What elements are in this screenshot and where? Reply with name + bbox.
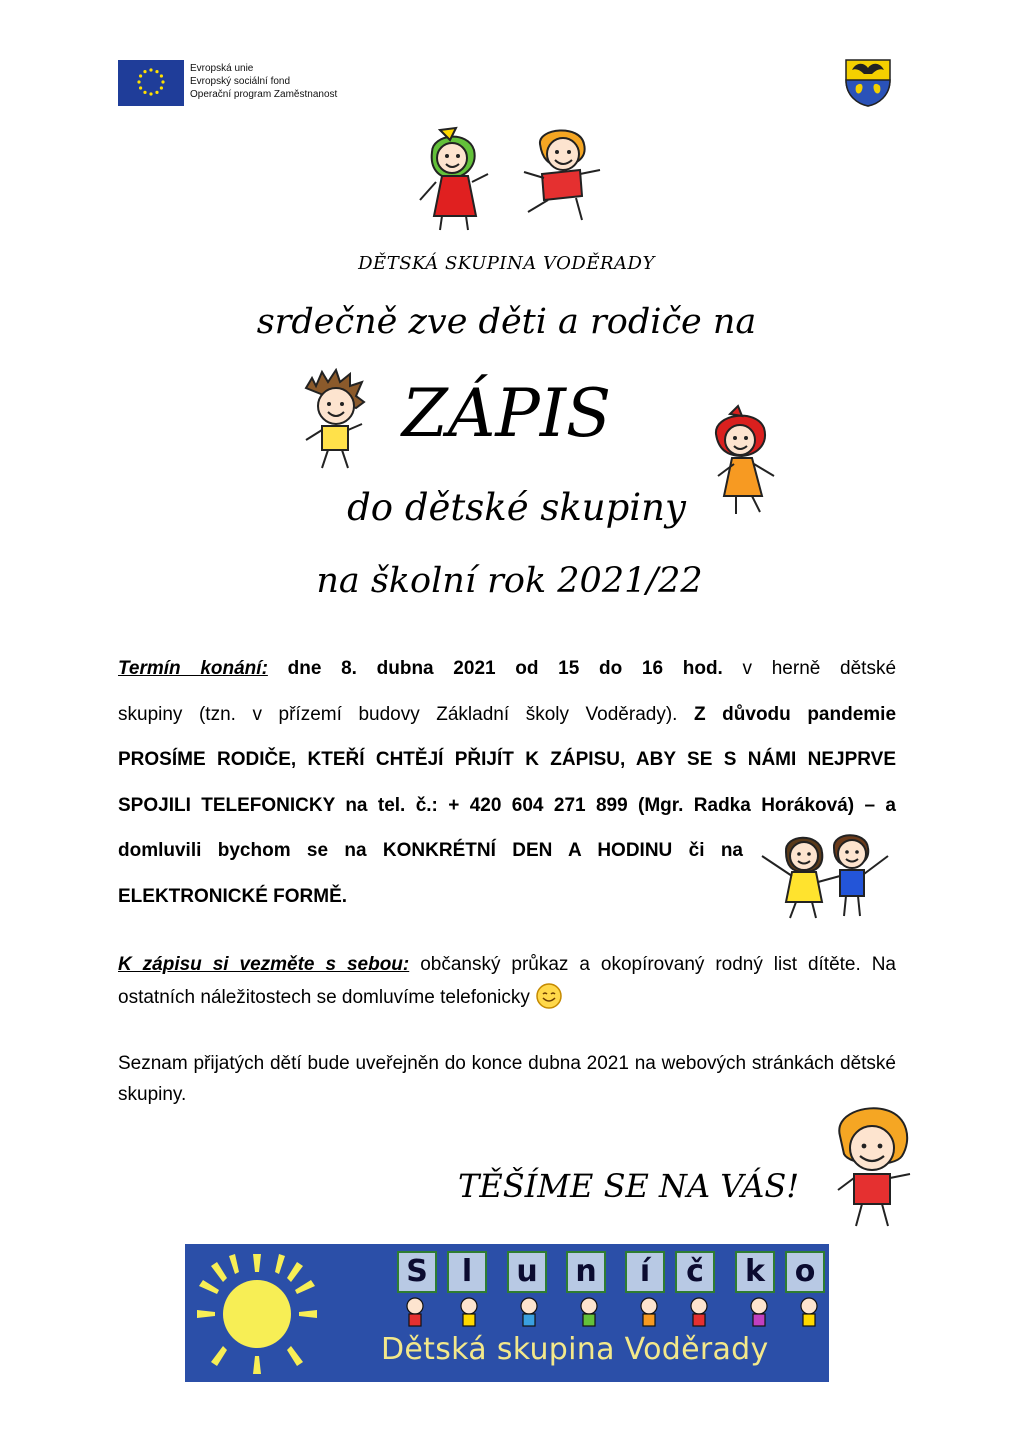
banner-letter-3: u <box>507 1251 547 1293</box>
eu-line-3: Operační program Zaměstnanost <box>190 89 338 100</box>
bring-text: občanský průkaz a okopírovaný rodný list dítěte. Na ostatních náležitostech se domluvíme telefonicky <box>118 954 896 1008</box>
term-place-a: v herně dětské <box>742 658 897 679</box>
children-illustration-top <box>412 124 612 234</box>
term-line-3 <box>118 737 896 783</box>
term-line-4 <box>118 783 896 829</box>
banner-letter-7: k <box>735 1251 775 1293</box>
banner-subtitle: Dětská skupina Voděrady <box>381 1332 769 1367</box>
covid-intro: Z důvodu pandemie <box>694 703 897 725</box>
banner-letter-4: n <box>566 1251 606 1293</box>
slunicko-banner <box>185 1244 829 1382</box>
term-line-1 <box>118 646 896 692</box>
term-date: dne 8. dubna 2021 od 15 do 16 hod. <box>287 658 723 679</box>
eu-line-2: Evropský sociální fond <box>190 76 291 87</box>
banner-kids-icon <box>393 1292 829 1332</box>
smiley-icon <box>536 983 562 1009</box>
two-kids-illustration <box>756 826 896 922</box>
request-line-6: ELEKTRONICKÉ FORMĚ. <box>118 885 348 907</box>
term-line-2 <box>118 692 896 738</box>
poster-title: ZÁPIS <box>401 375 612 452</box>
poster-subtitle: DĚTSKÁ SKUPINA VODĚRADY <box>358 253 655 274</box>
boy-illustration-bottom <box>826 1104 918 1230</box>
bring-label: K zápisu si vezměte s sebou: <box>118 954 410 975</box>
term-label: Termín konání: <box>118 658 268 679</box>
banner-letter-1: S <box>397 1251 437 1293</box>
term-line-5 <box>118 828 743 874</box>
coat-of-arms-icon <box>842 56 894 108</box>
banner-letter-2: l <box>447 1251 487 1293</box>
term-place-b: skupiny (tzn. v přízemí budovy Základní školy Voděrady). <box>118 703 678 725</box>
request-line-4: SPOJILI TELEFONICKY na tel. č.: + 420 604 271 899 (Mgr. Radka Horáková) – a <box>118 794 896 816</box>
poster-invite: srdečně zve děti a rodiče na <box>256 302 757 342</box>
request-line-3: PROSÍME RODIČE, KTEŘÍ CHTĚJÍ PŘIJÍT K ZÁPISU, ABY SE S NÁMI NEJPRVE <box>118 749 896 770</box>
banner-letter-6: č <box>675 1251 715 1293</box>
girl-illustration-right <box>708 404 784 520</box>
boy-illustration-left <box>298 368 370 472</box>
bring-paragraph <box>118 948 896 1014</box>
banner-letter-5: í <box>625 1251 665 1293</box>
list-paragraph: Seznam přijatých dětí bude uveřejněn do konce dubna 2021 na webových stránkách dětské skupiny. <box>118 1053 896 1105</box>
poster-year: na školní rok 2021/22 <box>316 561 703 601</box>
request-line-5: domluvili bychom se na KONKRÉTNÍ DEN A HODINU či na <box>118 840 743 861</box>
sun-icon <box>195 1250 325 1376</box>
banner-letter-8: o <box>785 1251 825 1293</box>
poster-group: do dětské skupiny <box>347 486 686 529</box>
eu-line-1: Evropská unie <box>190 63 254 74</box>
closing-text: TĚŠÍME SE NA VÁS! <box>458 1167 800 1205</box>
eu-stars-icon <box>118 60 184 106</box>
eu-flag-logo <box>118 60 184 106</box>
eu-program-text <box>190 62 337 101</box>
